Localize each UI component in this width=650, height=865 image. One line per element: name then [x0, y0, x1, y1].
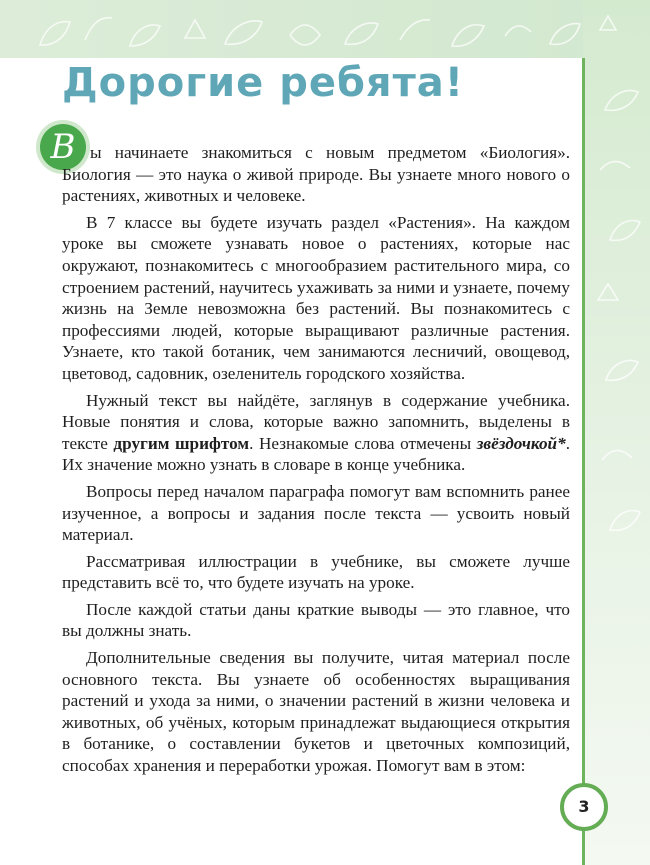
- paragraph: [62, 481, 570, 546]
- page-title: Дорогие ребята!: [62, 60, 464, 106]
- paragraph: [62, 599, 570, 642]
- paragraph-text: Дополнительные сведения вы получите, читая материал после основного текста. Вы узнаете об особенностях выращивания растений и ухода за ними, о значении растений в жизни человека и животных, об учёных, которым принадлежат выдающиеся открытия в ботанике, о составлении букетов и цветочных композиций, способах хранения и переработки урожая. Помогут вам в этом:: [62, 648, 570, 776]
- body-text: [62, 142, 570, 782]
- emphasized-text: звёздочкой*: [476, 433, 566, 453]
- paragraph: [62, 647, 570, 777]
- page-number-badge: 3: [560, 783, 608, 831]
- paragraph: [62, 551, 570, 594]
- paragraph: [62, 142, 570, 207]
- paragraph-text: . Незнакомые слова отмечены: [249, 433, 477, 453]
- paragraph-text: Нужный текст вы найдёте, заглянув в содержание учебника. Новые понятия и слова, которые важно запомнить, выделены в тексте: [62, 390, 570, 453]
- paragraph-text: После каждой статьи даны краткие выводы — это главное, что вы должны знать.: [62, 599, 570, 641]
- paragraph-text: . Их значение можно узнать в словаре в конце учебника.: [62, 433, 570, 475]
- paragraph: [62, 212, 570, 385]
- dropcap: В: [40, 124, 86, 170]
- emphasized-text: другим шрифтом: [113, 433, 250, 453]
- paragraph-text: Вопросы перед началом параграфа помогут вам вспомнить ранее изученное, а вопросы и задания после текста — усвоить новый материал.: [62, 481, 570, 545]
- paragraph-text: Рассматривая иллюстрации в учебнике, вы сможете лучше представить всё то, что будете изучать на уроке.: [62, 551, 570, 593]
- paragraph: [62, 390, 570, 476]
- paragraph-text: В 7 классе вы будете изучать раздел «Растения». На каждом уроке вы сможете узнавать новое о растениях, которые нас окружают, познакомитесь с многообразием растительного мира, со строением растений, научитесь ухаживать за ними и узнаете, почему жизнь на Земле невозможна без растений. Вы познакомитесь с профессиями людей, которые выращивают различные растения. Узнаете, кто такой ботаник, чем занимаются лесничий, овощевод, цветовод, садовник, озеленитель городского хозяйства.: [62, 212, 570, 383]
- paragraph-text: ы начинаете знакомиться с новым предметом «Биология». Биология — это наука о живой природе. Вы узнаете много нового о растениях, животных и человеке.: [62, 143, 570, 206]
